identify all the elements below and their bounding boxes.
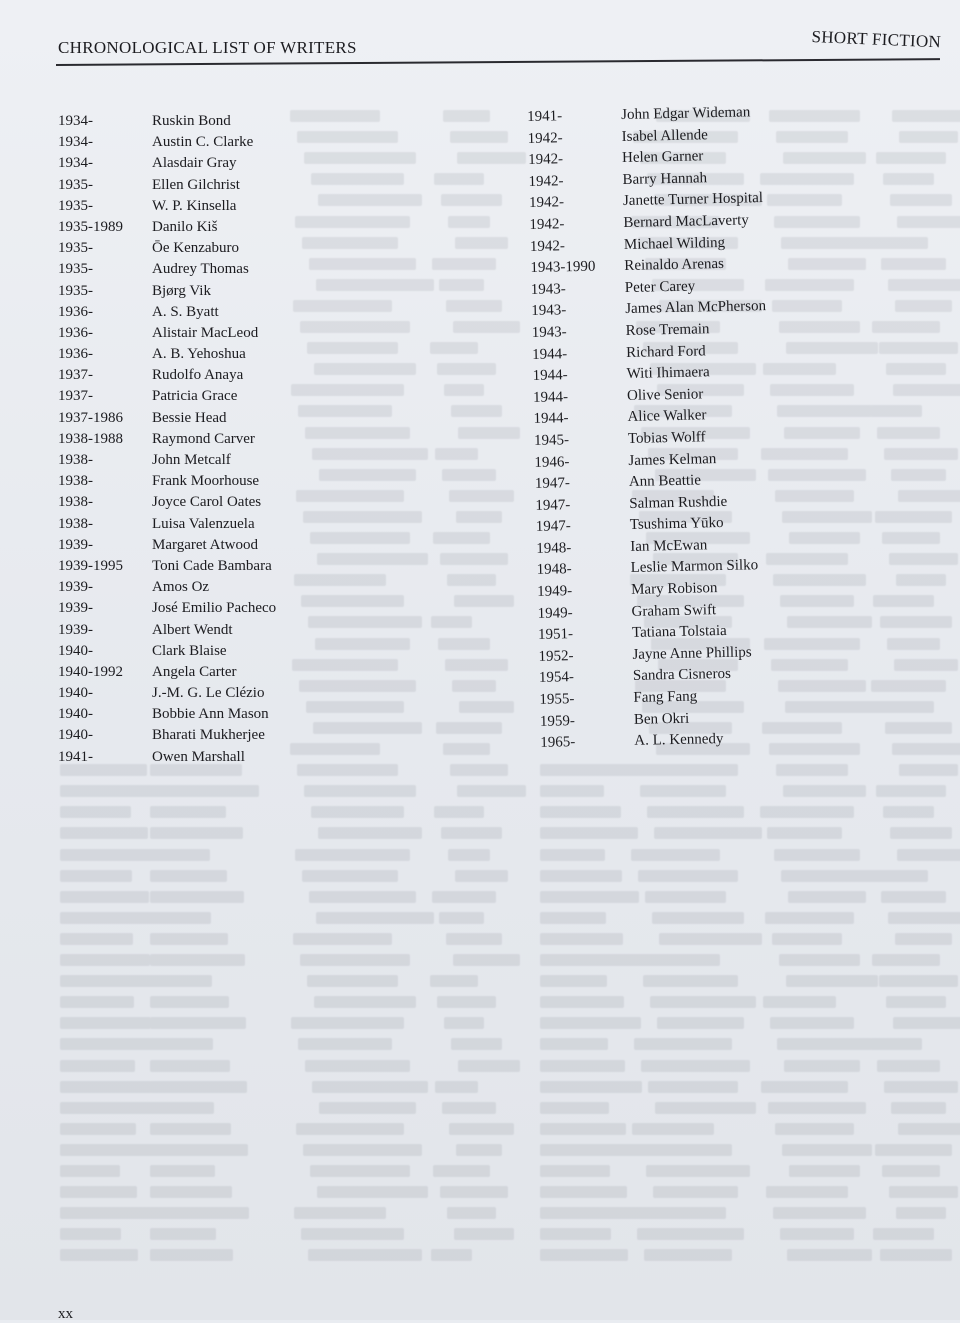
writer-name: Sandra Cisneros <box>632 666 731 685</box>
writer-years: 1936- <box>58 324 93 341</box>
writer-name: Ann Beattie <box>628 472 702 491</box>
writer-name: Janette Turner Hospital <box>622 190 764 210</box>
writer-name: Bharati Mukherjee <box>152 727 265 744</box>
writer-years: 1942- <box>527 151 564 169</box>
writer-years: 1944- <box>532 388 569 406</box>
header-rule <box>56 58 940 66</box>
running-head-right: SHORT FICTION <box>811 27 942 52</box>
writer-name: John Metcalf <box>152 452 231 468</box>
writer-name: Witi Ihimaera <box>626 364 710 383</box>
writer-years: 1949- <box>536 583 573 600</box>
writer-entry <box>58 111 276 132</box>
writer-years: 1955- <box>539 691 575 708</box>
writer-name: Jayne Anne Phillips <box>632 644 752 663</box>
writer-name: Luisa Valenzuela <box>152 515 255 532</box>
writer-name: Ellen Gilchrist <box>152 176 240 193</box>
writer-entry <box>58 471 276 492</box>
writer-years: 1940- <box>58 685 93 702</box>
writer-entry <box>58 492 276 513</box>
writer-entry <box>58 429 276 450</box>
writer-years: 1939- <box>58 621 93 638</box>
writer-entry <box>58 535 276 556</box>
writer-years: 1947- <box>535 496 571 514</box>
writer-entry <box>58 577 276 598</box>
writer-years: 1940- <box>58 727 93 744</box>
writer-entry <box>58 238 276 259</box>
writer-entry <box>540 728 775 755</box>
writer-name: Joyce Carol Oates <box>152 494 262 511</box>
writer-years: 1944- <box>532 345 568 363</box>
writer-years: 1942- <box>528 194 565 212</box>
writer-entry <box>58 620 276 641</box>
writer-years: 1947- <box>534 475 571 493</box>
writer-name: Alice Walker <box>627 407 707 426</box>
writer-entry <box>58 408 276 429</box>
writer-name: Bernard MacLaverty <box>623 212 749 231</box>
writer-entry <box>58 514 276 535</box>
writer-name: Owen Marshall <box>152 748 245 765</box>
writer-years: 1937- <box>58 388 93 405</box>
writer-entry <box>58 281 276 302</box>
writer-entry <box>58 175 276 196</box>
writer-years: 1934- <box>58 113 93 129</box>
writer-years: 1941- <box>58 748 93 765</box>
writer-years: 1939- <box>58 600 93 617</box>
writer-name: Amos Oz <box>152 579 210 596</box>
writer-years: 1949- <box>537 604 573 622</box>
writer-years: 1939- <box>58 579 93 596</box>
writer-entry <box>58 598 276 619</box>
writer-years: 1940- <box>58 706 93 723</box>
writer-name: Olive Senior <box>626 386 704 404</box>
writer-years: 1944- <box>533 410 569 428</box>
running-head-left: CHRONOLOGICAL LIST OF WRITERS <box>58 38 357 57</box>
writer-years: 1937- <box>58 367 93 384</box>
writer-years: 1943- <box>531 302 567 320</box>
writer-name: J.-M. G. Le Clézio <box>152 685 265 702</box>
writer-years: 1943-1990 <box>530 258 596 277</box>
writer-name: Michael Wilding <box>623 234 726 253</box>
writer-years: 1935- <box>58 282 93 299</box>
writer-name: Ben Okri <box>633 710 690 728</box>
writer-name: Clark Blaise <box>152 642 227 659</box>
writer-name: Austin C. Clarke <box>152 134 254 151</box>
writer-years: 1948- <box>536 540 572 557</box>
writer-years: 1935-1989 <box>58 218 123 235</box>
writer-name: Reinaldo Arenas <box>624 256 725 275</box>
writer-name: Leslie Marmon Silko <box>630 557 759 577</box>
writer-entry <box>58 365 276 386</box>
writer-name: Salman Rushdie <box>629 493 728 512</box>
writer-years: 1948- <box>536 561 572 579</box>
writer-name: Barry Hannah <box>622 170 708 188</box>
writer-years: 1946- <box>534 453 570 471</box>
writer-name: Ruskin Bond <box>152 113 231 129</box>
writers-column-left <box>58 111 276 768</box>
writer-years: 1939- <box>58 536 93 553</box>
writer-name: Helen Garner <box>621 148 704 167</box>
writer-entry <box>58 450 276 471</box>
writer-entry <box>58 662 276 683</box>
writer-entry <box>58 683 276 704</box>
writer-years: 1942- <box>529 237 566 255</box>
writer-name: Richard Ford <box>625 342 706 361</box>
writer-name: A. L. Kennedy <box>634 731 724 750</box>
writer-name: Peter Carey <box>624 278 696 296</box>
writer-years: 1942- <box>528 173 564 190</box>
writer-entry <box>58 132 276 153</box>
writer-name: Isabel Allende <box>621 126 709 145</box>
writer-name: Toni Cade Bambara <box>152 557 272 574</box>
writer-years: 1936- <box>58 346 93 363</box>
writer-name: Margaret Atwood <box>152 536 258 553</box>
writer-name: Rose Tremain <box>625 321 710 339</box>
page-folio: xx <box>58 1306 73 1322</box>
writer-years: 1943- <box>531 324 567 341</box>
writer-years: 1942- <box>529 216 565 233</box>
writer-years: 1940-1992 <box>58 663 123 680</box>
writer-entry <box>58 259 276 280</box>
writer-entry <box>58 747 276 768</box>
writer-years: 1943- <box>530 280 566 298</box>
writer-entry <box>58 704 276 725</box>
writer-entry <box>58 302 276 323</box>
writer-years: 1935- <box>58 197 93 214</box>
writer-name: Tsushima Yūko <box>629 515 724 534</box>
writer-years: 1938-1988 <box>58 430 123 447</box>
writer-name: Alistair MacLeod <box>152 324 259 341</box>
writer-name: Ōe Kenzaburo <box>152 240 240 257</box>
writer-entry <box>58 641 276 662</box>
writer-name: Albert Wendt <box>152 621 233 638</box>
writer-years: 1935- <box>58 176 93 193</box>
writer-years: 1938- <box>58 515 93 532</box>
writer-name: A. B. Yehoshua <box>152 346 246 363</box>
writer-name: Tobias Wolff <box>627 429 706 447</box>
writer-name: W. P. Kinsella <box>152 197 237 214</box>
writer-name: James Alan McPherson <box>625 298 767 318</box>
writer-name: Frank Moorhouse <box>152 473 260 490</box>
writer-name: John Edgar Wideman <box>621 104 751 124</box>
writer-entry <box>58 344 276 365</box>
writer-name: Bessie Head <box>152 409 227 426</box>
writer-years: 1951- <box>537 626 574 644</box>
writer-entry <box>58 153 276 174</box>
writer-entry <box>58 725 276 746</box>
writer-years: 1938- <box>58 473 93 490</box>
writer-name: Tatiana Tolstaia <box>631 623 727 642</box>
writer-years: 1935- <box>58 261 93 278</box>
writer-years: 1959- <box>539 712 576 730</box>
writer-years: 1937-1986 <box>58 409 123 426</box>
writer-years: 1940- <box>58 642 93 659</box>
writer-name: James Kelman <box>628 450 717 469</box>
writer-name: Patricia Grace <box>152 388 238 405</box>
writer-entry <box>58 323 276 344</box>
writer-entry <box>58 217 276 238</box>
writer-years: 1936- <box>58 303 93 320</box>
writer-years: 1952- <box>538 647 574 665</box>
writer-name: A. S. Byatt <box>152 303 219 320</box>
writer-entry <box>58 196 276 217</box>
writer-years: 1938- <box>58 494 93 511</box>
writer-name: Mary Robison <box>630 580 718 598</box>
writer-name: Raymond Carver <box>152 430 255 447</box>
writer-years: 1938- <box>58 452 93 468</box>
writer-name: Alasdair Gray <box>152 155 237 172</box>
writer-years: 1939-1995 <box>58 557 123 574</box>
writer-name: Rudolfo Anaya <box>152 367 244 384</box>
writer-years: 1965- <box>540 734 576 752</box>
writer-years: 1954- <box>538 669 575 687</box>
writer-name: Audrey Thomas <box>152 261 249 278</box>
writer-years: 1945- <box>533 432 570 449</box>
writer-name: Ian McEwan <box>630 537 708 555</box>
writer-name: Bobbie Ann Mason <box>152 706 269 723</box>
writer-name: Bjørg Vik <box>152 282 211 299</box>
writer-years: 1942- <box>527 129 563 147</box>
writer-years: 1947- <box>535 518 571 536</box>
writers-column-right <box>527 102 775 755</box>
writer-years: 1934- <box>58 155 93 172</box>
writer-name: Angela Carter <box>152 663 237 680</box>
writer-entry <box>58 386 276 407</box>
writer-name: Fang Fang <box>633 688 698 706</box>
writer-years: 1944- <box>532 367 568 385</box>
writer-years: 1935- <box>58 240 93 257</box>
writer-entry <box>58 556 276 577</box>
writer-name: José Emilio Pacheco <box>152 600 277 617</box>
writer-years: 1941- <box>527 108 563 125</box>
writer-name: Graham Swift <box>631 601 717 620</box>
writer-years: 1934- <box>58 134 93 151</box>
writer-name: Danilo Kiš <box>152 218 218 235</box>
